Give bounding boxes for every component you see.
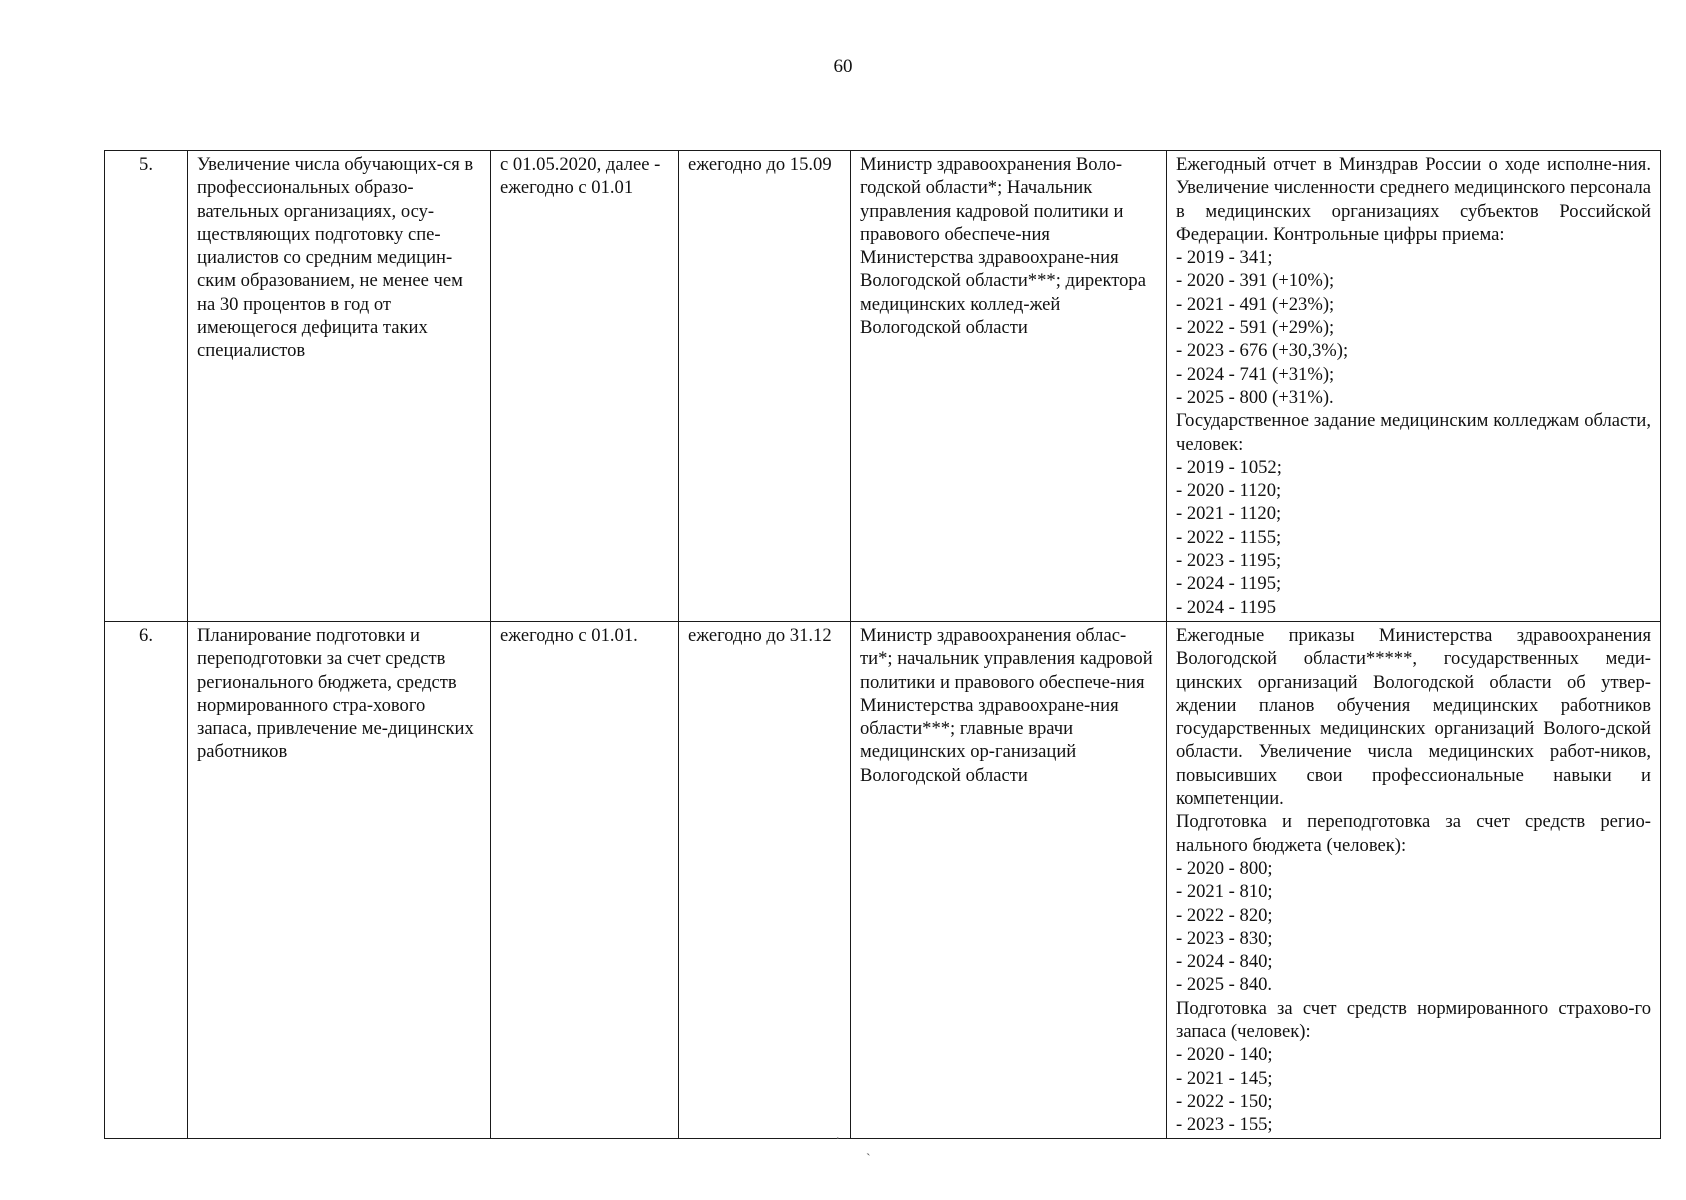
result-list-item: - 2020 - 1120;	[1176, 480, 1282, 502]
result-text: Ежегодный отчет в Минздрав России о ходе исполне-ния. Увеличение численности среднего медицинского персонала в медицинских организациях субъектов Российской Федерации. Контрольные цифры приема:	[1176, 154, 1651, 245]
result-text: Государственное задание медицинским колледжам области, человек:	[1176, 410, 1651, 455]
start-date-cell: с 01.05.2020, далее - ежегодно с 01.01	[491, 151, 679, 622]
result-list-item: - 2024 - 840;	[1176, 951, 1273, 973]
result-text: Ежегодные приказы Министерства здравоохранения Вологодской области*****, государственных меди-цинских организаций Вологодской области об утвер-ждении планов обучения медицинских работников государственных медицинских организаций Волого-дской области. Увеличение числа медицинских работ-ников, повысивших свои профессиональные навыки и компетенции.	[1176, 624, 1651, 810]
page-number: 60	[833, 56, 853, 77]
result-cell	[1167, 621, 1661, 1139]
result-list-item: - 2019 - 1052;	[1176, 456, 1282, 478]
result-text: Подготовка и переподготовка за счет средств регио-нального бюджета (человек):	[1176, 811, 1651, 856]
result-list-item: - 2021 - 491 (+23%);	[1176, 293, 1335, 315]
scan-speck: `	[866, 1152, 871, 1167]
result-list-item: - 2022 - 820;	[1176, 904, 1273, 926]
result-list-item: - 2023 - 830;	[1176, 927, 1273, 949]
result-list-item: - 2024 - 1195	[1176, 596, 1277, 618]
result-list-item: - 2022 - 591 (+29%);	[1176, 317, 1335, 339]
result-list-item: - 2021 - 145;	[1176, 1067, 1273, 1089]
result-list-item: - 2019 - 341;	[1176, 247, 1273, 269]
end-date-cell: ежегодно до 31.12	[679, 621, 851, 1139]
result-list-item: - 2024 - 741 (+31%);	[1176, 363, 1335, 385]
table-row	[105, 151, 1661, 622]
result-list-item: - 2021 - 810;	[1176, 881, 1273, 903]
result-list-item: - 2024 - 1195;	[1176, 573, 1282, 595]
result-list-item: - 2020 - 800;	[1176, 857, 1273, 879]
start-date-cell: ежегодно с 01.01.	[491, 621, 679, 1139]
scan-speck: .	[836, 1128, 840, 1143]
result-text: Подготовка за счет средств нормированного страхово-го запаса (человек):	[1176, 997, 1651, 1042]
row-number: 5.	[105, 151, 188, 622]
result-list-item: - 2022 - 150;	[1176, 1090, 1273, 1112]
responsible-cell: Министр здравоохранения облас-ти*; начальник управления кадровой политики и правового обеспече-ния Министерства здравоохране-ния области***; главные врачи медицинских ор-ганизаций Вологодской области	[851, 621, 1167, 1139]
result-list-item: - 2025 - 800 (+31%).	[1176, 386, 1334, 408]
event-cell: Увеличение числа обучающих-ся в профессиональных образо-вательных организациях, осу-ществляющих подготовку спе-циалистов со средним медицин-ским образованием, не менее чем на 30 процентов в год от имеющегося дефицита таких специалистов	[188, 151, 491, 622]
result-list-item: - 2020 - 140;	[1176, 1044, 1273, 1066]
end-date-cell: ежегодно до 15.09	[679, 151, 851, 622]
result-list-item: - 2023 - 155;	[1176, 1114, 1273, 1136]
result-list-item: - 2021 - 1120;	[1176, 503, 1282, 525]
result-cell	[1167, 151, 1661, 622]
result-list-item: - 2020 - 391 (+10%);	[1176, 270, 1335, 292]
result-list-item: - 2023 - 676 (+30,3%);	[1176, 340, 1349, 362]
result-list-item: - 2025 - 840.	[1176, 974, 1273, 996]
result-list-item: - 2022 - 1155;	[1176, 526, 1282, 548]
table-row	[105, 621, 1661, 1139]
responsible-cell: Министр здравоохранения Воло-годской области*; Начальник управления кадровой политики и правового обеспече-ния Министерства здравоохране-ния Вологодской области***; директора медицинских коллед-жей Вологодской области	[851, 151, 1167, 622]
plan-table	[104, 150, 1661, 1139]
event-cell: Планирование подготовки и переподготовки за счет средств регионального бюджета, средств нормированного стра-хового запаса, привлечение ме-дицинских работников	[188, 621, 491, 1139]
result-list-item: - 2023 - 1195;	[1176, 550, 1282, 572]
row-number: 6.	[105, 621, 188, 1139]
